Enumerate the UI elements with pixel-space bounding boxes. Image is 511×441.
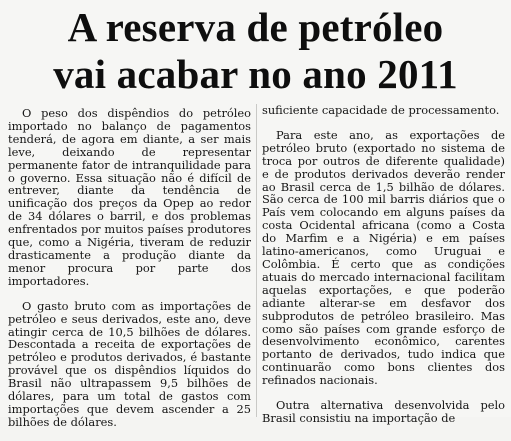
column-divider [256,104,257,417]
headline-line-1: A reserva de petróleo [67,4,444,50]
paragraph: O peso dos dispêndios do petróleo importado no balanço de pagamentos tenderá, de agora em diante, a ser mais leve, deixando de representar permanente fator de intranquilidade para o governo. Essa situação não é difícil de entrever, diante da tendência de unificação dos preços da Opep ao redor de 34 dólares o barril, e dos problemas enfrentados por muitos países produtores que, como a Nigéria, tiveram de reduzir drasticamente a produção diante da menor procura por parte dos importadores. [8,106,251,288]
paragraph: O gasto bruto com as importações de petróleo e seus derivados, este ano, deve atingir cerca de 10,5 bilhões de dólares. Descontada a receita de exportações de petróleo e produtos derivados, é bastante provável que os dispêndios líquidos do Brasil não ultrapassem 9,5 bilhões de dólares, para um total de gastos com importações que devem ascender a 25 bilhões de dólares. [8,298,251,429]
headline-line-2: vai acabar no ano 2011 [53,51,458,97]
right-column [262,104,505,437]
left-column [8,107,251,441]
article-headline [0,0,511,98]
paragraph-continuation: suficiente capacidade de processamento. [262,103,500,117]
paragraph: Para este ano, as exportações de petróleo bruto (exportado no sistema de troca por outros de diferente qualidade) e de produtos derivados deverão render ao Brasil cerca de 1,5 bilhão de dólares. São cerca de 100 mil barris diários que o País vem colocando em alguns países da costa Ocidental africana (como a Costa do Marfim e a Nigéria) e em países latino-americanos, como Uruguai e Colômbia. É certo que as condições atuais do mercado internacional facilitam aquelas exportações, e que poderão adiante alterar-se em desfavor dos subprodutos de petróleo brasileiro. Mas como são países com grande esforço de desenvolvimento econômico, carentes portanto de derivados, tudo indica que continuarão como bons clientes dos refinados nacionais. [262,127,505,388]
paragraph: Outra alternativa desenvolvida pelo Brasil consistiu na importação de [262,398,505,425]
